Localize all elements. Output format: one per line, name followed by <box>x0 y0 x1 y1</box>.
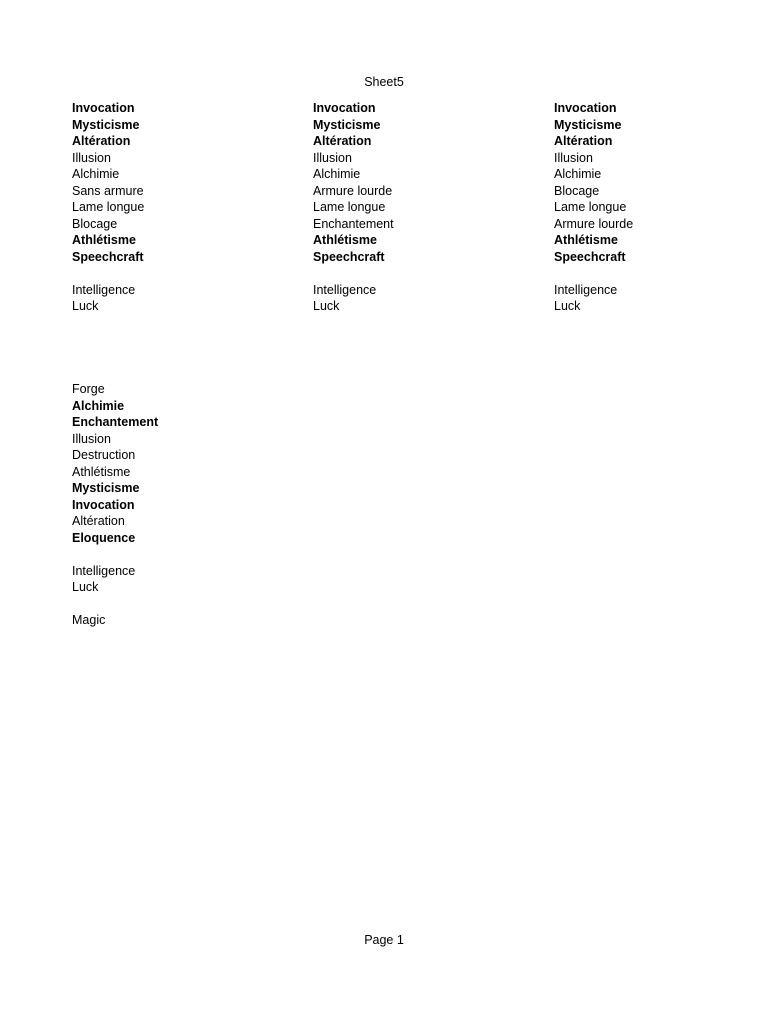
skill-item: Destruction <box>72 448 136 462</box>
skill-item: Alchimie <box>72 398 125 413</box>
skill-item: Invocation <box>72 497 135 512</box>
skill-item: Sans armure <box>72 183 144 198</box>
skill-item: Speechcraft <box>72 249 144 264</box>
sheet-title: Sheet5 <box>364 75 404 89</box>
spacer-row <box>72 265 144 282</box>
skill-item: Speechcraft <box>554 249 626 264</box>
skill-item: Mysticisme <box>72 481 140 495</box>
skill-item: Alchimie <box>554 167 602 181</box>
skill-item: Altération <box>554 134 613 148</box>
extra-item: Magic <box>72 613 106 627</box>
skill-item: Illusion <box>554 150 593 165</box>
skill-column-2 <box>313 100 394 315</box>
skill-item: Illusion <box>72 431 111 446</box>
attribute-item: Luck <box>554 299 581 313</box>
skill-item: Athlétisme <box>72 464 131 479</box>
skill-item: Athlétisme <box>72 233 136 247</box>
skill-item: Invocation <box>72 101 135 115</box>
attribute-item: Luck <box>72 580 99 594</box>
skill-column-4 <box>72 381 158 629</box>
skill-item: Armure lourde <box>554 216 634 231</box>
skill-item: Mysticisme <box>313 117 381 132</box>
skill-item: Mysticisme <box>72 117 140 132</box>
skill-item: Illusion <box>313 150 352 165</box>
skill-item: Speechcraft <box>313 249 385 264</box>
skill-item: Enchantement <box>72 415 159 429</box>
skill-item: Armure lourde <box>313 183 393 198</box>
attribute-item: Intelligence <box>72 563 136 578</box>
skill-item: Altération <box>72 514 125 528</box>
skill-item: Alchimie <box>72 167 120 181</box>
skill-item: Enchantement <box>313 216 394 231</box>
spacer-row <box>72 546 158 563</box>
skill-item: Lame longue <box>313 200 386 214</box>
skill-item: Athlétisme <box>554 233 618 247</box>
skill-item: Illusion <box>72 150 111 165</box>
attribute-item: Intelligence <box>554 282 618 297</box>
skill-item: Athlétisme <box>313 233 377 247</box>
skill-item: Mysticisme <box>554 117 622 132</box>
skill-item: Forge <box>72 382 105 396</box>
skill-item: Altération <box>72 134 131 148</box>
page-number: Page 1 <box>364 933 404 947</box>
spacer-row <box>313 265 394 282</box>
attribute-item: Luck <box>313 299 340 313</box>
skill-item: Invocation <box>313 101 376 115</box>
skill-item: Eloquence <box>72 530 136 545</box>
spacer-row <box>72 596 158 613</box>
attribute-item: Intelligence <box>72 282 136 297</box>
attribute-item: Luck <box>72 299 99 313</box>
attribute-item: Intelligence <box>313 282 377 297</box>
skill-item: Alchimie <box>313 167 361 181</box>
skill-item: Altération <box>313 134 372 148</box>
skill-item: Blocage <box>554 183 600 198</box>
spacer-row <box>554 265 633 282</box>
skill-item: Invocation <box>554 101 617 115</box>
skill-column-3 <box>554 100 633 315</box>
skill-item: Lame longue <box>554 200 627 214</box>
skill-item: Lame longue <box>72 200 145 214</box>
skill-column-1 <box>72 100 144 315</box>
skill-item: Blocage <box>72 216 118 231</box>
